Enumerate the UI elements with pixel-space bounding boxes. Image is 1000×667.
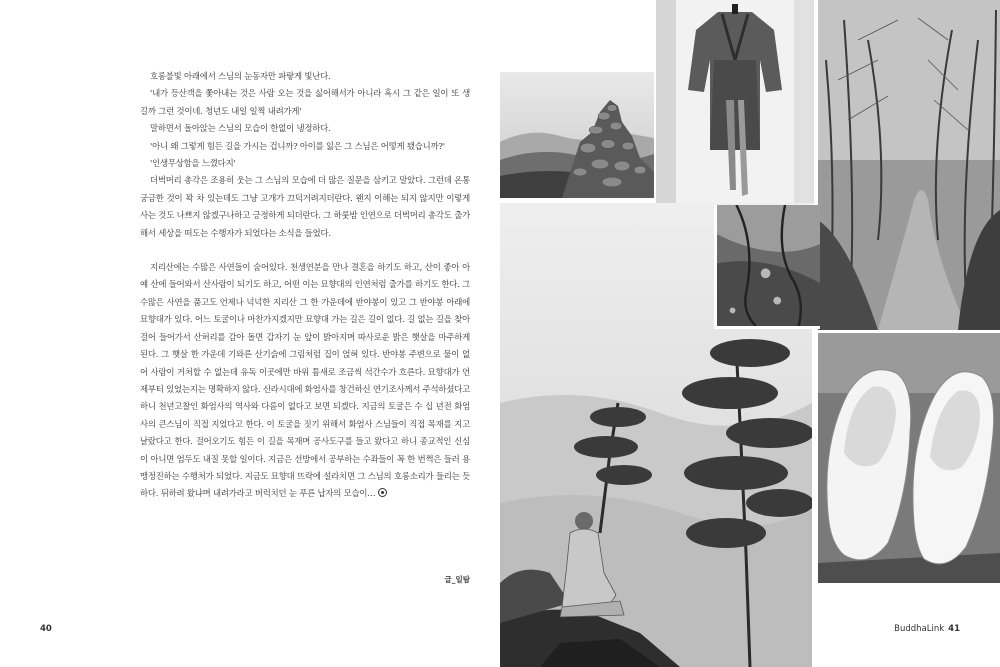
page-number-left: 40 <box>40 624 52 634</box>
photo-forest-path <box>818 0 1000 330</box>
article-body <box>140 68 470 503</box>
article-paragraph: 호롱불빛 아래에서 스님의 눈동자만 파랗게 빛난다. <box>150 71 331 81</box>
article-paragraph-last <box>140 259 470 503</box>
folio-right <box>894 624 960 634</box>
end-mark-icon <box>378 488 387 497</box>
article-paragraph: '내가 등산객을 쫓아내는 것은 사람 오는 것을 싫어해서가 아니라 혹시 그 같은 일이 또 생길까 그런 것이네. 청년도 내일 일찍 내려가게' <box>140 88 470 116</box>
article-paragraph: 더벅머리 총각은 조용히 웃는 그 스님의 모습에 더 많은 질문을 삼키고 말았다. 그런데 온통 궁금한 것이 꽉 차 있는데도 그냥 고개가 끄덕거려지더란다. 왠지 이해는 되지 않지만 이렇게 사는 것도 나쁘지 않겠구나하고 긍정하게 되더란다. 그 하룻밤 인연으로 더벅머리 총각도 출가해서 세상을 떠도는 수행자가 되었다는 소식을 들었다. <box>140 175 470 238</box>
brand-name: BuddhaLink <box>894 624 945 634</box>
photo-white-shoes <box>818 333 1000 583</box>
photo-rock-closeup <box>714 205 820 329</box>
article-paragraph: '인생무상함을 느꼈다지' <box>150 158 236 169</box>
article-paragraph: 말하면서 돌아앉는 스님의 모습이 한없이 냉정하다. <box>150 123 331 134</box>
photo-stone-cairn <box>500 72 654 198</box>
byline: 글_일탐 <box>444 575 470 584</box>
page-number-right: 41 <box>948 624 960 634</box>
paragraph-gap <box>140 242 470 259</box>
article-paragraph-text: 지리산에는 수많은 사연들이 숨어있다. 천생연분을 만나 결혼을 하기도 하고, 산이 좋아 아예 산에 들어와서 산사람이 되기도 하고, 어떤 이는 묘향대의 인연처럼 출가를 하기도 한다. 그 수많은 사연을 품고도 언제나 넉넉한 지리산 그 한 가운데에 반야봉이 있고 그 반야봉 아래에 묘향대가 있다. 어느 토굴이나 마찬가지겠지만 묘향대 가는 길은 길이 없다. 길 없는 길을 찾아 걸어 들어가서 산허리를 감아 돌면 갑자기 눈 앞이 밝아지며 따사로운 밝은 햇살을 마주하게 된다. 그 햇살 한 가운데 기와른 산기슭에 그림처럼 집이 얹혀 있다. 반야봉 주변으로 물이 없어 사람이 거처할 수 없는데 유독 이곳에만 바위 틈새로 조금씩 석간수가 흐른다. 묘향대가 언제부터 있었는지는 명확하지 않다. 신라시대에 화엄사를 창건하신 연기조사께서 주석하셨다고 하니 천년고찰인 화엄사의 역사와 다름이 없다고 보면 되겠다. 지금의 토굴은 수 십 년전 화엄사의 큰스님이 직접 지었다고 한다. 이 토굴을 짓기 위해서 화엄사 스님들이 직접 목재를 지고 날랐다고 한다. 걸어오기도 힘든 이 길을 목재며 공사도구를 들고 왔다고 하니 종교적인 신심이 아니면 엄두도 내질 못할 일이다. 지금은 선방에서 공부하는 수좌들이 꼭 한 번쩍은 들러 용맹정진하는 수행처가 되었다. 지금도 묘향대 뜨락에 설라치면 그 스님의 호롱소리가 들리는 듯하다. 뒤하려 왔냐며 내려가라고 버럭치던 눈 푸른 납자의 모습이… <box>140 262 470 499</box>
photo-hanging-robe <box>656 0 814 204</box>
article-paragraph: '아니 왜 그렇게 힘든 길을 가시는 겁니까? 아이를 잃은 그 스님은 어떻게 됐습니까?' <box>150 140 445 151</box>
